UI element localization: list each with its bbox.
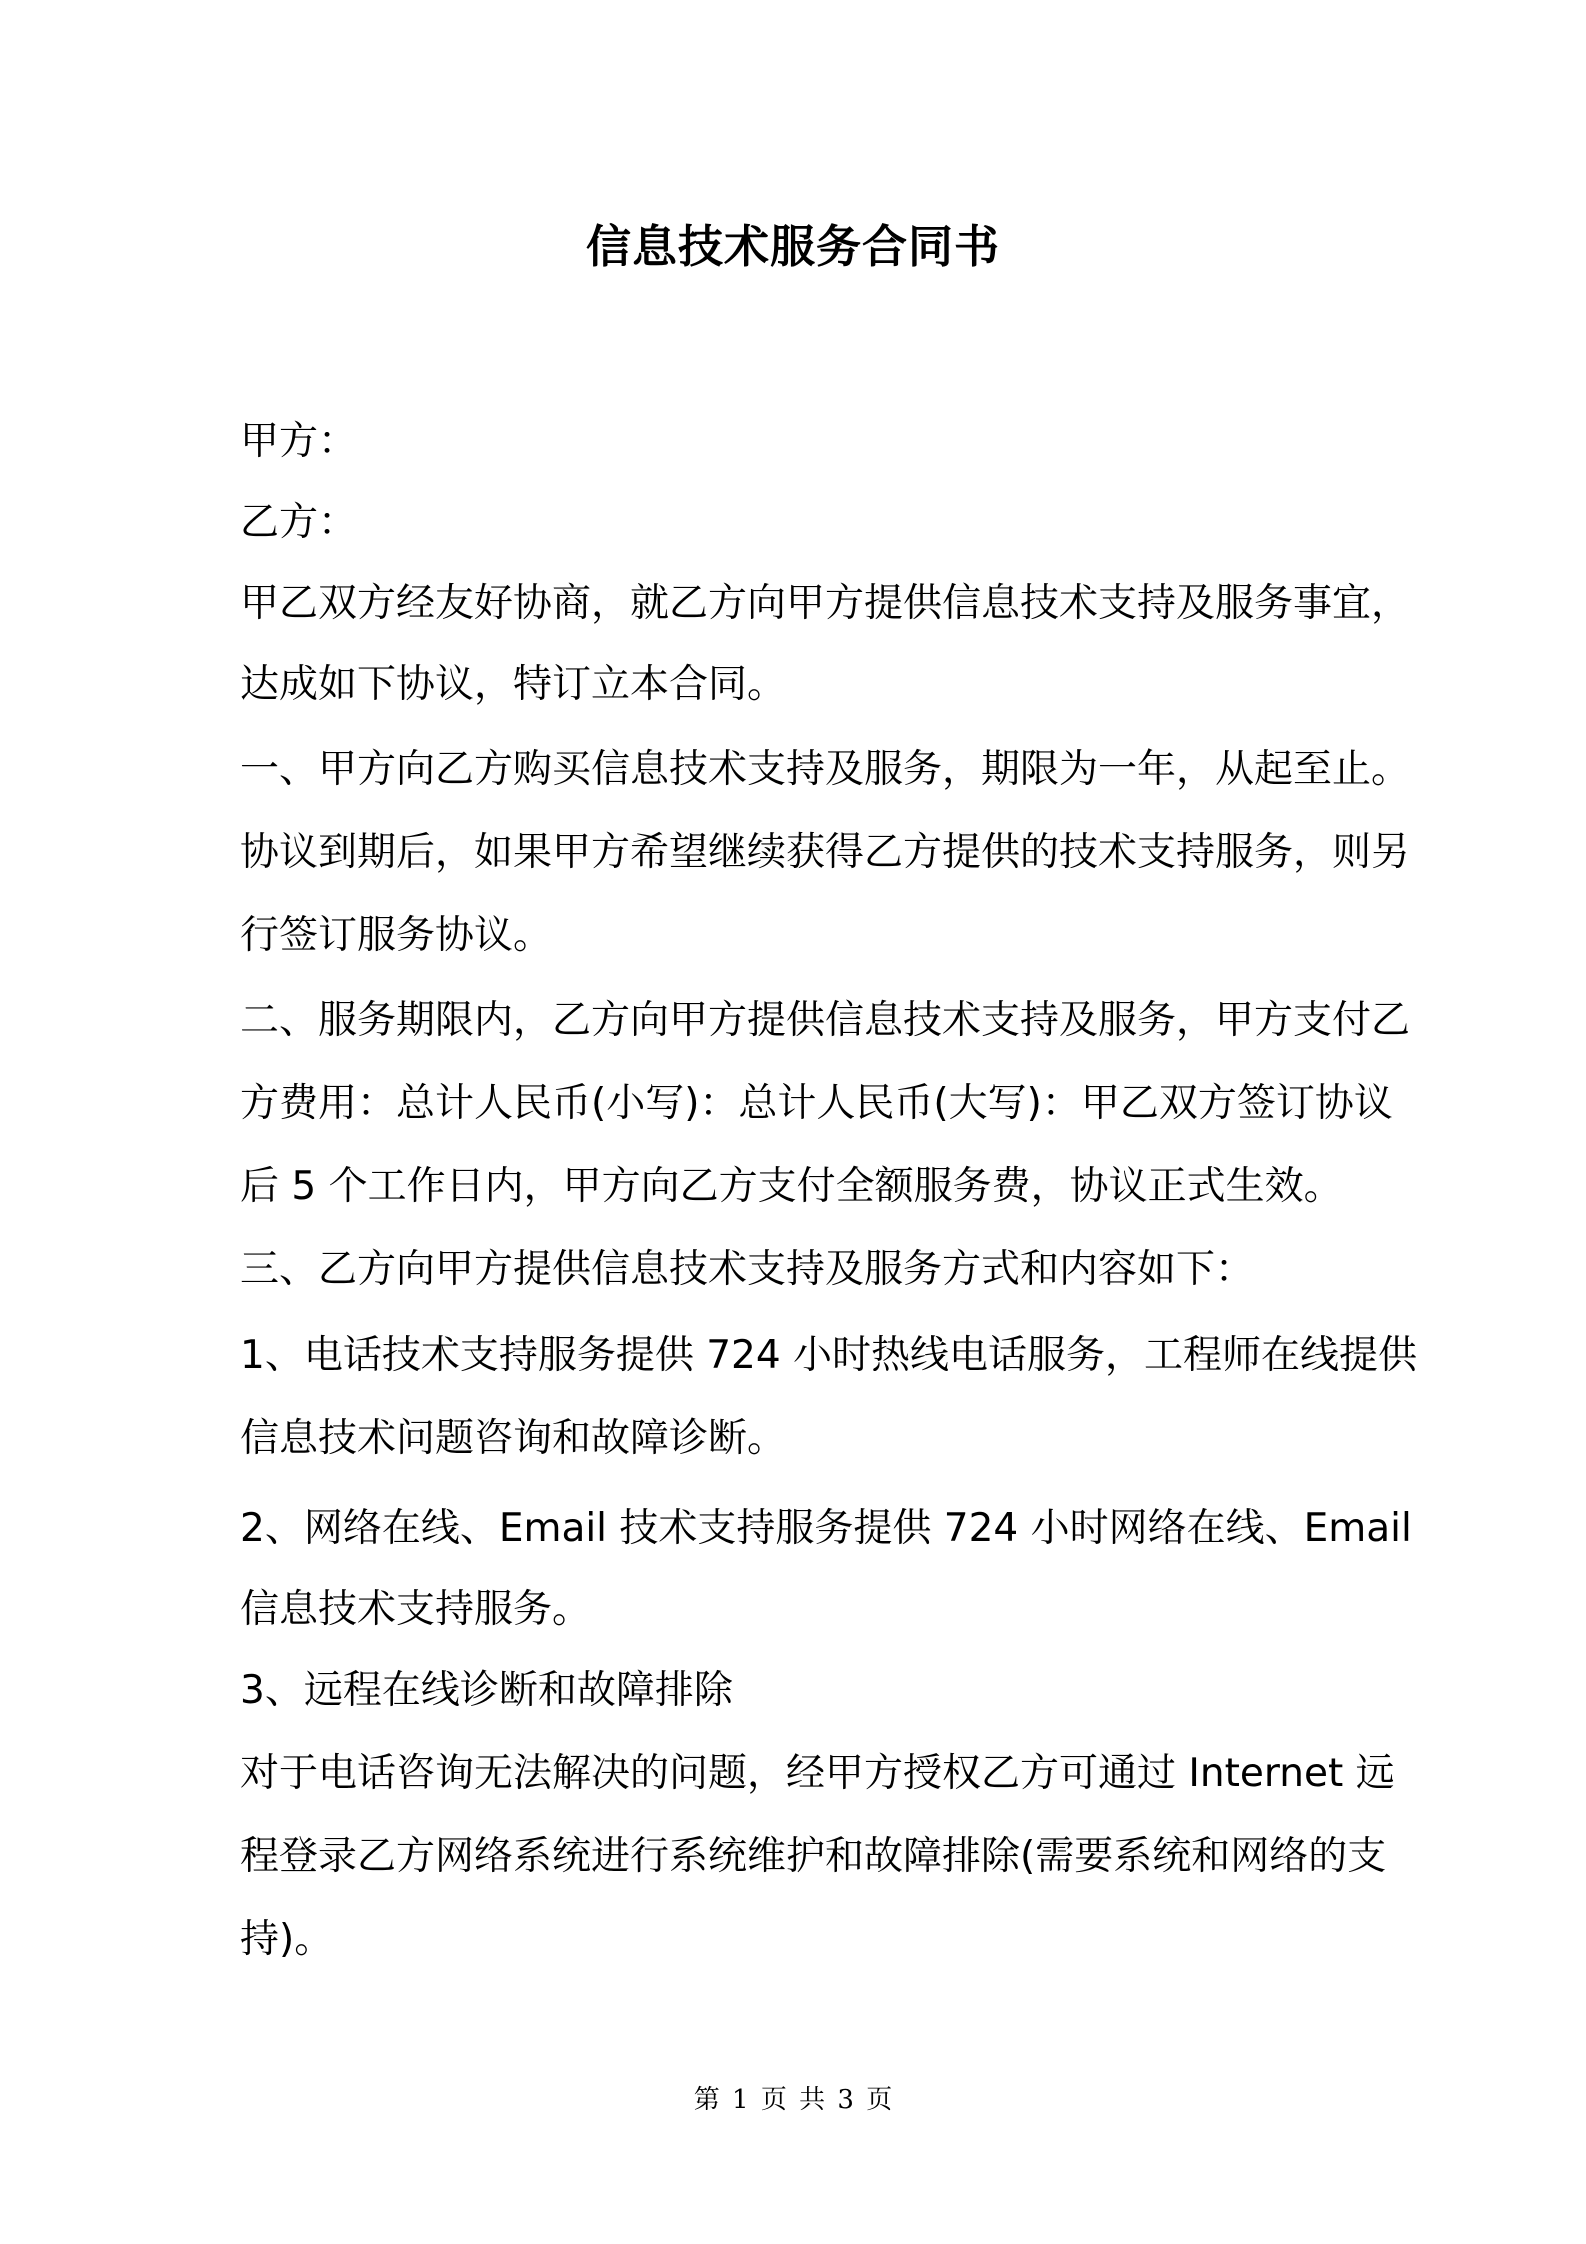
clause-2-line: 后 5 个工作日内，甲方向乙方支付全额服务费，协议正式生效。	[240, 1164, 1343, 1209]
item-3-line: 持)。	[240, 1917, 334, 1962]
clause-1-line: 行签订服务协议。	[240, 913, 553, 958]
clause-2-line: 方费用：总计人民币(小写)：总计人民币(大写)：甲乙双方签订协议	[240, 1081, 1393, 1126]
item-1-line: 1、电话技术支持服务提供 724 小时热线电话服务，工程师在线提供	[240, 1333, 1418, 1378]
clause-1-line: 一、甲方向乙方购买信息技术支持及服务，期限为一年，从起至止。	[240, 747, 1411, 792]
item-2-line: 信息技术支持服务。	[240, 1587, 592, 1632]
body-line: 甲乙双方经友好协商，就乙方向甲方提供信息技术支持及服务事宜，	[240, 581, 1411, 626]
clause-3-line: 三、乙方向甲方提供信息技术支持及服务方式和内容如下：	[240, 1247, 1255, 1292]
body-line: 达成如下协议，特订立本合同。	[240, 662, 787, 707]
clause-1-line: 协议到期后，如果甲方希望继续获得乙方提供的技术支持服务，则另	[240, 830, 1411, 875]
item-1-line: 信息技术问题咨询和故障诊断。	[240, 1416, 787, 1461]
page-number-footer: 第 1 页 共 3 页	[693, 2085, 893, 2115]
item-3-line: 对于电话咨询无法解决的问题，经甲方授权乙方可通过 Internet 远	[240, 1751, 1395, 1796]
clause-2-line: 二、服务期限内，乙方向甲方提供信息技术支持及服务，甲方支付乙	[240, 998, 1411, 1043]
document-title: 信息技术服务合同书	[585, 220, 1000, 273]
item-2-line: 2、网络在线、Email 技术支持服务提供 724 小时网络在线、Email	[240, 1506, 1412, 1551]
party-b-line: 乙方：	[240, 500, 358, 545]
item-3-heading: 3、远程在线诊断和故障排除	[240, 1668, 733, 1713]
party-a-line: 甲方：	[240, 419, 358, 464]
item-3-line: 程登录乙方网络系统进行系统维护和故障排除(需要系统和网络的支	[240, 1834, 1387, 1879]
